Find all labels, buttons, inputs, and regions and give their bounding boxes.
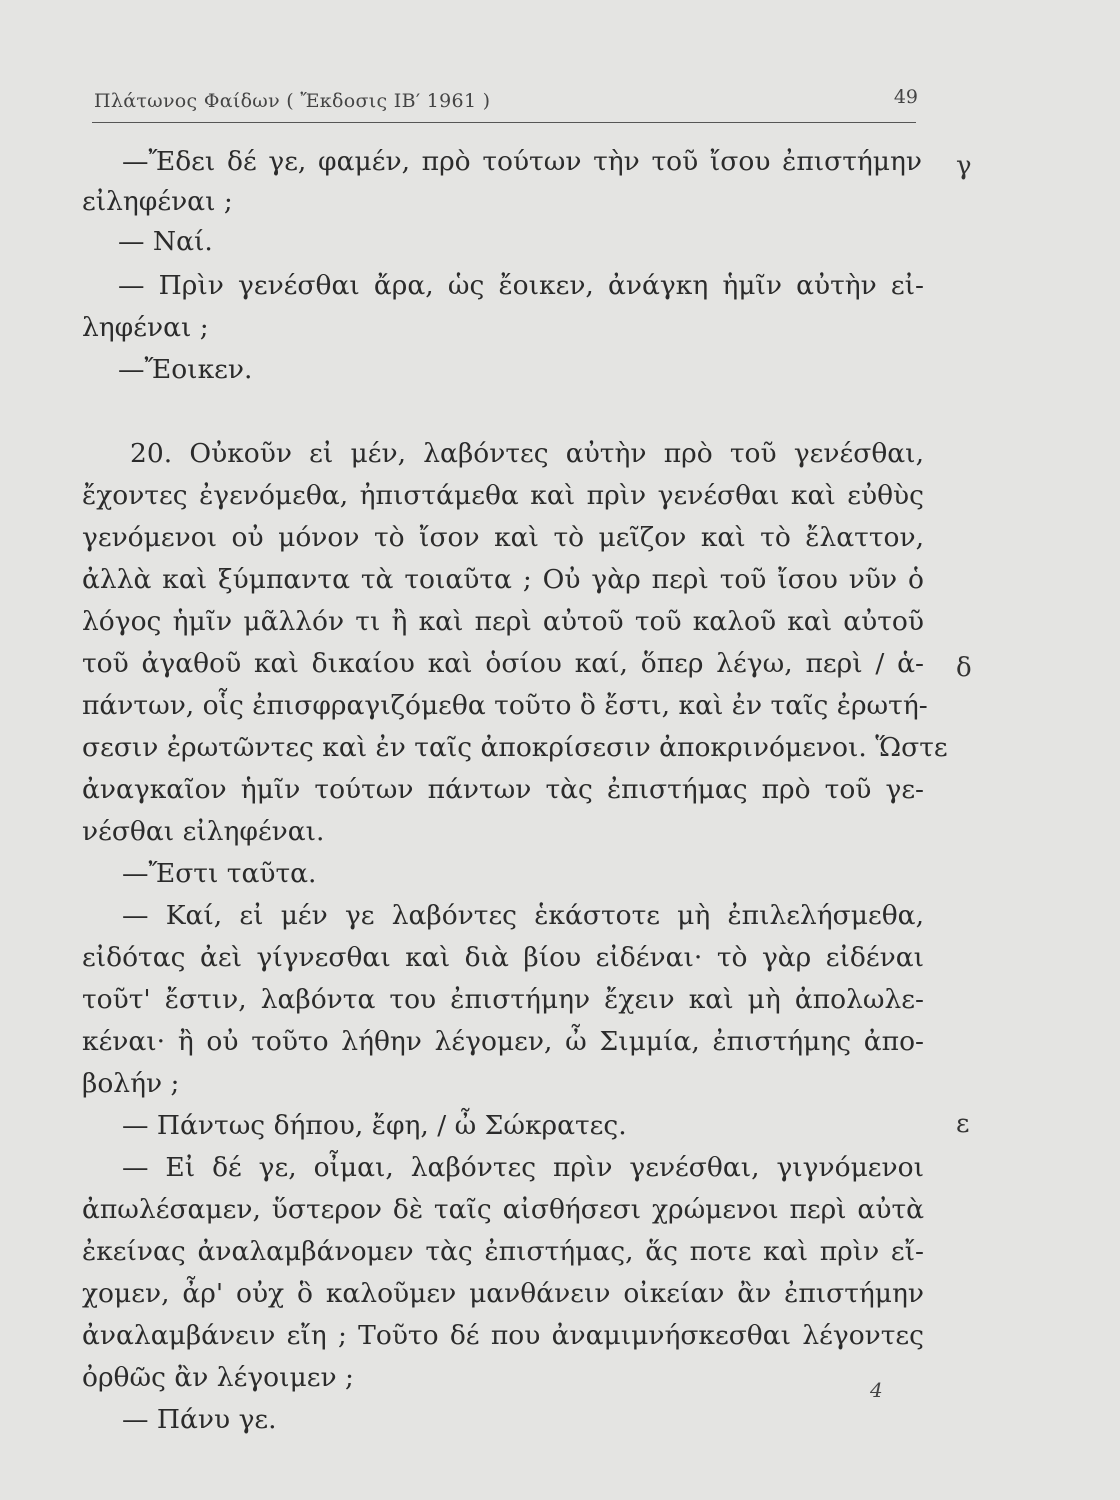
text-line: ἀναγκαῖον ἡμῖν τούτων πάντων τὰς ἐπιστήμας πρὸ τοῦ γε- [82,774,924,805]
signature-mark: 4 [870,1378,883,1402]
text-line: τοῦ ἀγαθοῦ καὶ δικαίου καὶ ὁσίου καί, ὅπερ λέγω, περὶ / ἁ- [82,648,924,679]
running-title: Πλάτωνος Φαίδων ( Ἔκδοσις ΙΒ′ 1961 ) [94,90,491,112]
text-line: ληφέναι ; [82,312,209,343]
text-line: —Ἔοικεν. [118,354,253,385]
text-line: — Καί, εἰ μέν γε λαβόντες ἑκάστοτε μὴ ἐπιλελήσμεθα, [122,900,924,931]
text-line: λόγος ἡμῖν μᾶλλόν τι ἢ καὶ περὶ αὐτοῦ τοῦ καλοῦ καὶ αὐτοῦ [82,606,924,637]
text-line: εἰδότας ἀεὶ γίγνεσθαι καὶ διὰ βίου εἰδέναι· τὸ γὰρ εἰδέναι [82,942,924,973]
margin-section-mark: γ [956,151,972,181]
text-line: — Πάντως δήπου, ἔφη, / ὦ Σώκρατες. [122,1110,627,1141]
margin-section-mark: ε [956,1109,970,1139]
text-line: κέναι· ἢ οὐ τοῦτο λήθην λέγομεν, ὦ Σιμμία, ἐπιστήμης ἀπο- [82,1026,924,1057]
text-line: νέσθαι εἰληφέναι. [82,816,325,847]
text-line: —Ἔστι ταῦτα. [122,858,317,889]
text-line: ἀπωλέσαμεν, ὕστερον δὲ ταῖς αἰσθήσεσι χρώμενοι περὶ αὐτὰ [82,1194,924,1225]
text-line: γενόμενοι οὐ μόνον τὸ ἴσον καὶ τὸ μεῖζον καὶ τὸ ἔλαττον, [82,522,924,553]
text-line: — Πρὶν γενέσθαι ἄρα, ὡς ἔοικεν, ἀνάγκη ἡμῖν αὐτὴν εἰ- [118,270,924,301]
text-line: ἐκείνας ἀναλαμβάνομεν τὰς ἐπιστήμας, ἅς ποτε καὶ πρὶν εἴ- [82,1236,924,1267]
text-line: —Ἔδει δέ γε, φαμέν, πρὸ τούτων τὴν τοῦ ἴσου ἐπιστήμην [122,146,922,177]
running-header [92,86,916,123]
text-line: 20. Οὐκοῦν εἰ μέν, λαβόντες αὐτὴν πρὸ τοῦ γενέσθαι, [130,438,924,469]
text-line: ἔχοντες ἐγενόμεθα, ἠπιστάμεθα καὶ πρὶν γενέσθαι καὶ εὐθὺς [82,480,924,511]
text-line: — Πάνυ γε. [122,1404,277,1435]
margin-section-mark: δ [956,653,972,683]
text-line: ἀλλὰ καὶ ξύμπαντα τὰ τοιαῦτα ; Οὐ γὰρ περὶ τοῦ ἴσου νῦν ὁ [82,564,924,595]
text-line: χομεν, ἆρ' οὐχ ὃ καλοῦμεν μανθάνειν οἰκείαν ἂν ἐπιστήμην [82,1278,924,1309]
text-line: σεσιν ἐρωτῶντες καὶ ἐν ταῖς ἀποκρίσεσιν ἀποκρινόμενοι. Ὥστε [82,732,948,763]
text-line: ἀναλαμβάνειν εἴη ; Τοῦτο δέ που ἀναμιμνήσκεσθαι λέγοντες [82,1320,924,1351]
text-line: εἰληφέναι ; [82,186,233,217]
text-line: βολήν ; [82,1068,180,1099]
page-number: 49 [893,86,918,108]
text-line: — Εἰ δέ γε, οἶμαι, λαβόντες πρὶν γενέσθαι, γιγνόμενοι [122,1152,924,1183]
text-line: πάντων, οἷς ἐπισφραγιζόμεθα τοῦτο ὃ ἔστι, καὶ ἐν ταῖς ἐρωτή- [82,690,928,721]
text-line: ὀρθῶς ἂν λέγοιμεν ; [82,1362,354,1393]
text-line: τοῦτ' ἔστιν, λαβόντα του ἐπιστήμην ἔχειν καὶ μὴ ἀπολωλε- [82,984,924,1015]
text-line: — Ναί. [118,226,213,257]
